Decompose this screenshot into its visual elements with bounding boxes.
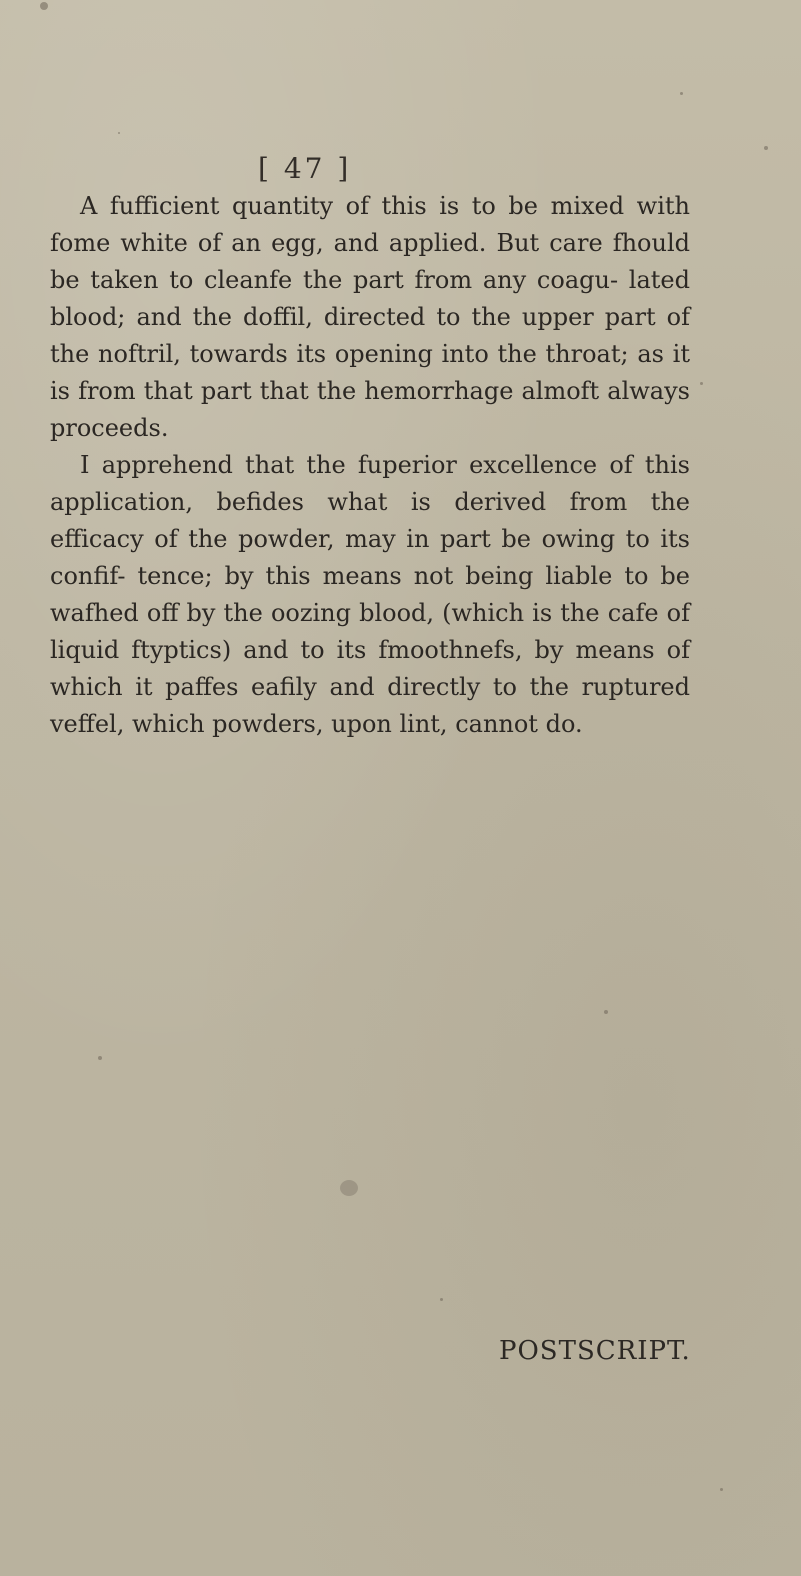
paper-speck <box>680 92 683 95</box>
body-text <box>50 188 690 743</box>
paragraph-2: I apprehend that the fuperior excellence of this application, befides what is derived from the efficacy of the powder, may in part be owing to its confif- tence; by this means not being liable to be wafhed off by the oozing blood, (which is the cafe of liquid ftyptics) and to its fmoothnefs, by means of which it paffes eafily and directly to the ruptured veffel, which powders, upon lint, cannot do. <box>50 451 690 738</box>
paper-speck <box>700 382 703 385</box>
postscript-heading: POSTSCRIPT. <box>499 1336 691 1366</box>
paper-speck <box>40 2 48 10</box>
page-number: [ 47 ] <box>258 152 352 185</box>
paper-speck <box>440 1298 443 1301</box>
paper-speck <box>98 1056 102 1060</box>
paper-speck <box>720 1488 723 1491</box>
paper-speck <box>340 1180 358 1196</box>
paper-speck <box>764 146 768 150</box>
paragraph-1: A fufficient quantity of this is to be mixed with fome white of an egg, and applied. But care fhould be taken to cleanfe the part from any coagu- lated blood; and the doffil, directed to the upper part of the noftril, towards its opening into the throat; as it is from that part that the hemorrhage almoft always proceeds. <box>50 192 690 442</box>
paper-speck <box>118 132 120 134</box>
paper-speck <box>604 1010 608 1014</box>
